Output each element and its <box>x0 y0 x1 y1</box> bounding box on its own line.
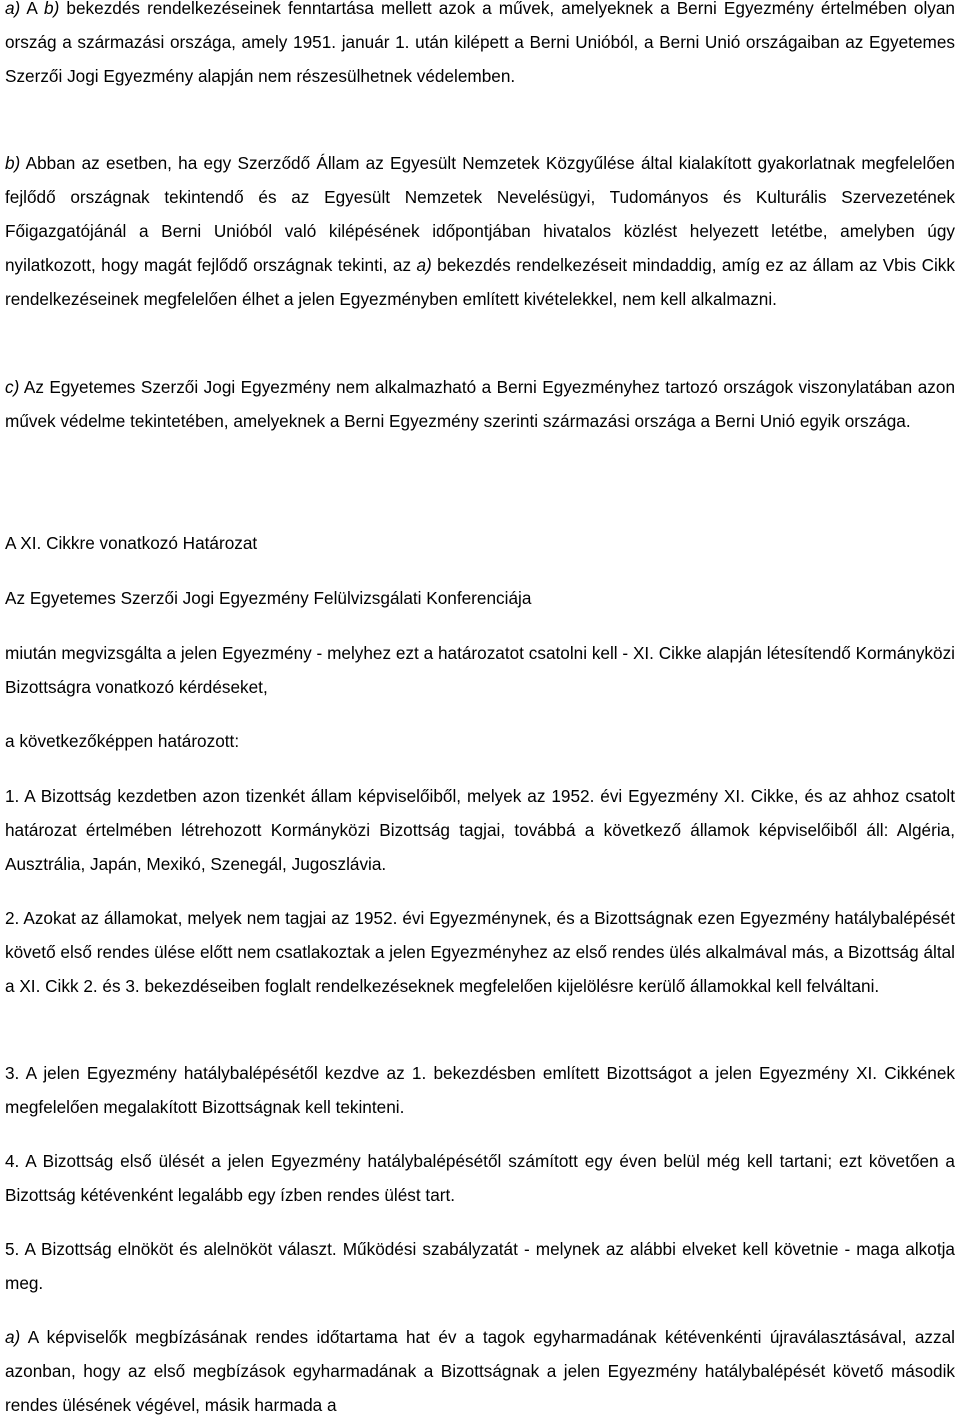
preamble-paragraph: miután megvizsgálta a jelen Egyezmény - melyhez ezt a határozatot csatolni kell - XI. Cikke alapján létesítendő Kormányközi Bizottságra vonatkozó kérdéseket, <box>5 643 955 697</box>
conference-line: Az Egyetemes Szerzői Jogi Egyezmény Felülvizsgálati Konferenciája <box>5 588 532 608</box>
paragraph-c-text: Az Egyetemes Szerzői Jogi Egyezmény nem alkalmazható a Berni Egyezményhez tartozó országok viszonylatában azon művek védelme tekintetében, amelyeknek a Berni Egyezmény szerinti származási országa a Berni Unió egyik országa. <box>5 377 955 431</box>
paragraph-c <box>5 370 955 438</box>
item-marker-5a: a) <box>5 1327 21 1347</box>
point-3: 3. A jelen Egyezmény hatálybalépésétől kezdve az 1. bekezdésben említett Bizottságot a jelen Egyezmény XI. Cikkének megfelelően megalakított Bizottságnak kell tekinteni. <box>5 1063 955 1117</box>
paragraph-b <box>5 146 955 316</box>
point-1: 1. A Bizottság kezdetben azon tizenkét állam képviselőiből, melyek az 1952. évi Egyezmény XI. Cikke, és az ahhoz csatolt határozat értelmében létrehozott Kormányközi Bizottság tagjai, továbbá a következő államok képviselőiből áll: Algéria, Ausztrália, Japán, Mexikó, Szenegál, Jugoszlávia. <box>5 786 955 874</box>
item-marker-c: c) <box>5 377 20 397</box>
paragraph-b-text-2: bekezdés rendelkezéseit mindaddig, amíg ez az állam az Vbis Cikk rendelkezéseinek megfelelően élhet a jelen Egyezményben említett kivételekkel, nem kell alkalmazni. <box>5 255 955 309</box>
paragraph-a <box>5 0 955 93</box>
reference-a: a) <box>416 255 432 275</box>
reference-b: b) <box>44 0 60 18</box>
paragraph-b-text-1: Abban az esetben, ha egy Szerződő Állam az Egyesült Nemzetek Közgyűlése által kialakított gyakorlatnak megfelelően fejlődő országnak tekintendő és az Egyesült Nemzetek Nevelésügyi, Tudományos és Kulturális Szervezetének Főigazgatójánál a Berni Unióból való kilépésének időpontjában hivatalos közlést helyezett letétbe, amelyben úgy nyilatkozott, hogy magát fejlődő országnak tekinti, az <box>5 153 955 275</box>
paragraph-a-text: bekezdés rendelkezéseinek fenntartása mellett azok a művek, amelyeknek a Berni Egyezmény értelmében olyan ország a származási országa, amely 1951. január 1. után kilépett a Berni Unióból, a Berni Unió országaiban az Egyetemes Szerzői Jogi Egyezmény alapján nem részesülhetnek védelemben. <box>5 0 955 86</box>
point-5a <box>5 1320 955 1422</box>
point-5: 5. A Bizottság elnököt és alelnököt választ. Működési szabályzatát - melynek az alábbi elveket kell követnie - maga alkotja meg. <box>5 1239 955 1293</box>
point-2: 2. Azokat az államokat, melyek nem tagjai az 1952. évi Egyezménynek, és a Bizottságnak ezen Egyezmény hatálybalépését követő első rendes ülése előtt nem csatlakoztak a jelen Egyezményhez az első rendes ülés alkalmával más, a Bizottság által a XI. Cikk 2. és 3. bekezdéseiben foglalt rendelkezéseknek megfelelően kijelölésre kerülő államokkal kell felváltani. <box>5 908 955 996</box>
decision-line: a következőképpen határozott: <box>5 731 240 751</box>
point-5a-text: A képviselők megbízásának rendes időtartama hat év a tagok egyharmadának kétévenkénti újraválasztásával, azzal azonban, hogy az első megbízások egyharmadának a Bizottságnak a jelen Egyezmény hatálybalépését követő második rendes ülésének végével, másik harmada a <box>5 1327 955 1415</box>
item-marker-b: b) <box>5 153 21 173</box>
paragraph-a-article: A <box>20 0 45 18</box>
section-heading: A XI. Cikkre vonatkozó Határozat <box>5 533 258 553</box>
point-4: 4. A Bizottság első ülését a jelen Egyezmény hatálybalépésétől számított egy éven belül még kell tartani; ezt követően a Bizottság kétévenként legalább egy ízben rendes ülést tart. <box>5 1151 955 1205</box>
item-marker-a: a) <box>5 0 21 18</box>
